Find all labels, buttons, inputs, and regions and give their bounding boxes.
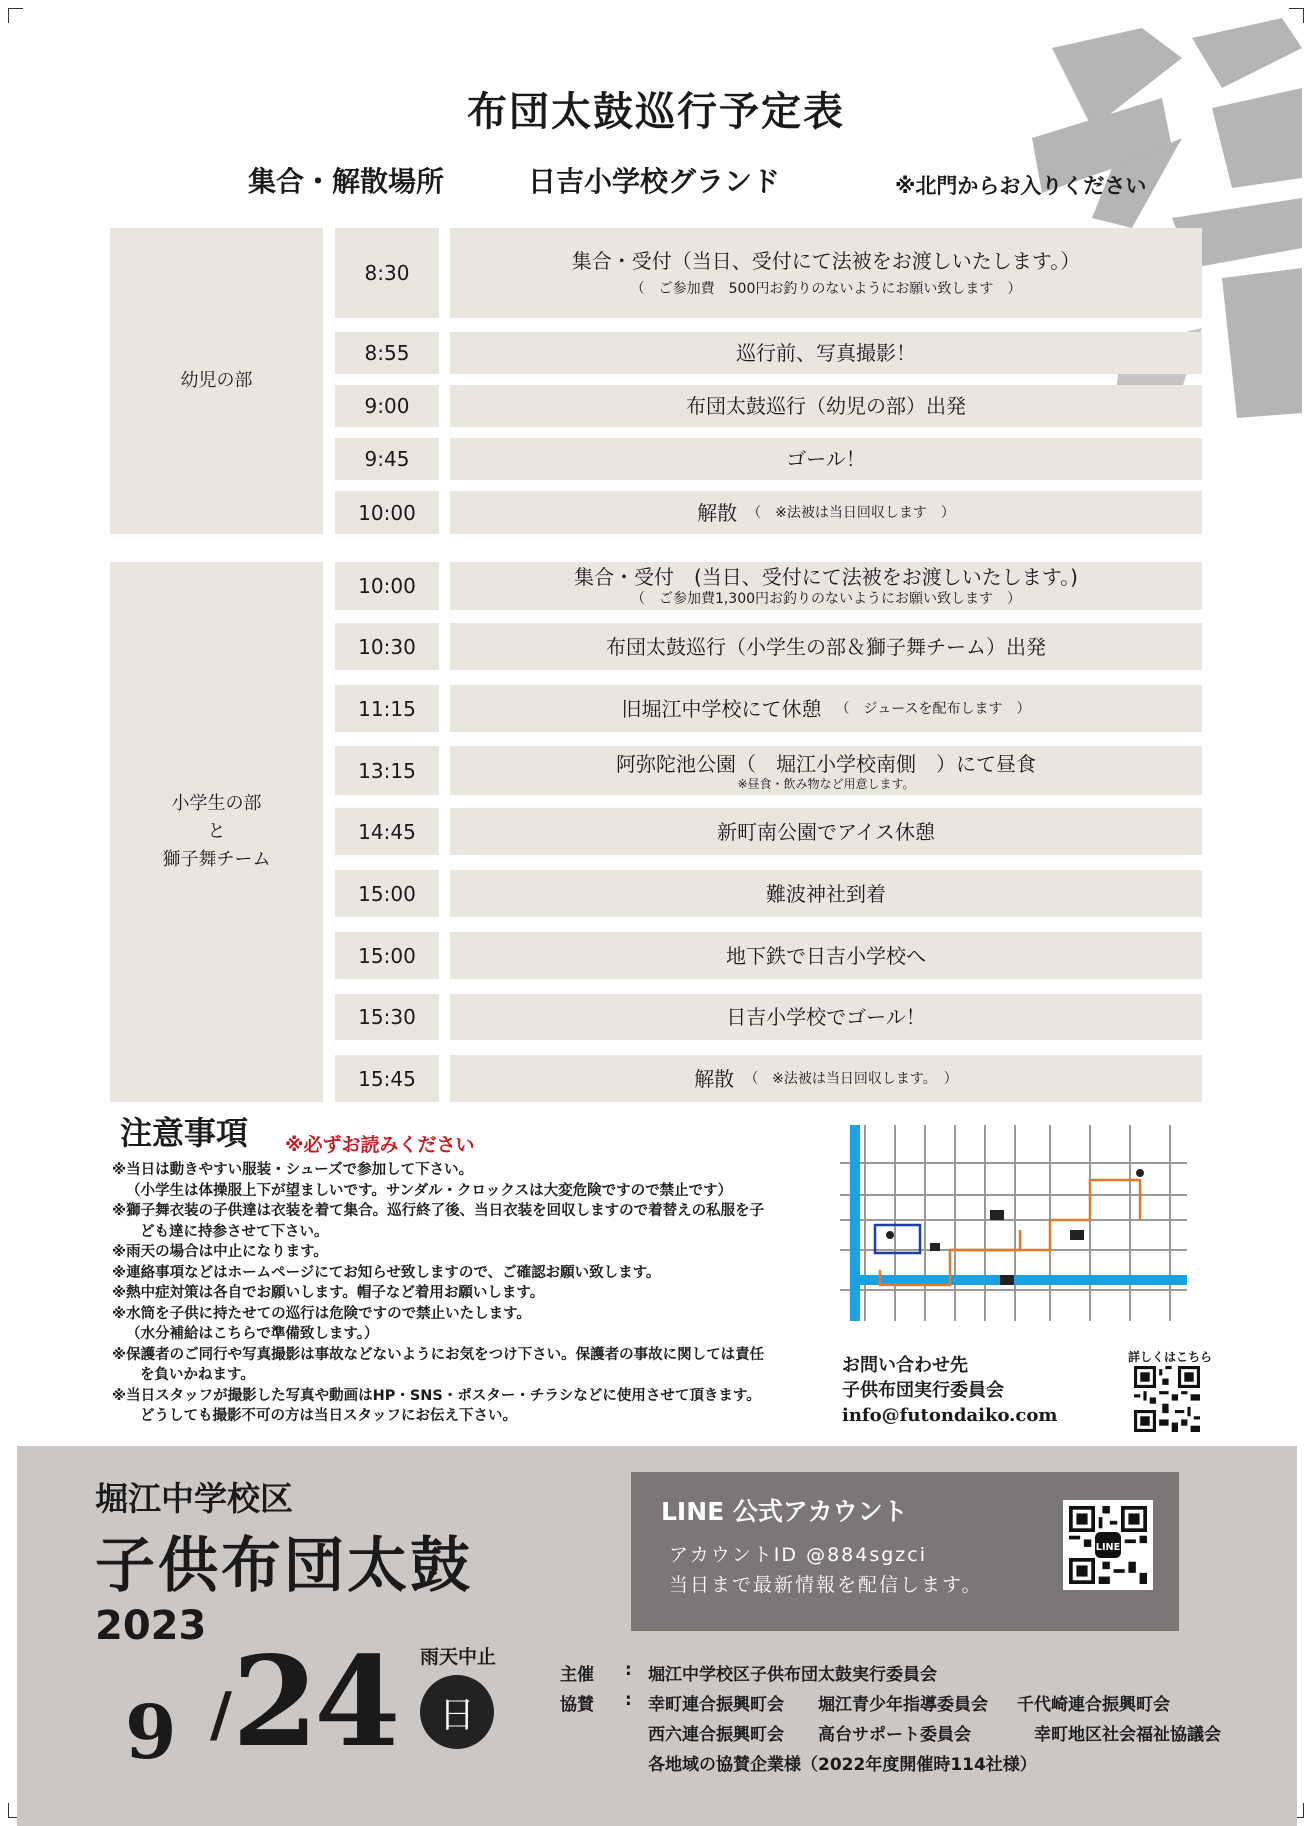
note-line: ども達に持参させて下さい。 [140,1223,329,1240]
event-cell [450,385,1202,427]
schedule-row [335,685,1202,732]
sponsor-item: 堀江青少年指導委員会 [818,1695,988,1715]
line-qr-graphic [1069,1506,1147,1584]
event-text: 地下鉄で日吉小学校へ [726,943,926,968]
event-subtext: （ ご参加費 500円お釣りのないようにお願い致します ） [630,281,1022,297]
rain-cancel-note: 雨天中止 [420,1646,497,1668]
time-cell: 8:30 [335,228,439,318]
school-district: 堀江中学校区 [95,1479,293,1518]
event-text: 阿弥陀池公園（ 堀江小学校南側 ）にて昼食 [616,751,1036,776]
line-title: LINE 公式アカウント [661,1497,908,1526]
schedule-row [335,746,1202,795]
notes-heading: 注意事項 [120,1114,249,1152]
event-cell [450,746,1202,795]
contact-org: 子供布団実行委員会 [842,1380,1004,1401]
event-text: 巡行前、写真撮影！ [736,341,916,365]
venue-note: ※北門からお入りください [895,174,1147,198]
note-line: ※当日は動きやすい服装・シューズで参加して下さい。 [112,1162,474,1178]
event-text: 旧堀江中学校にて休憩 [621,696,822,721]
event-subtext: ※昼食・飲み物など用意します。 [737,776,915,791]
event-cell [450,685,1202,732]
host-name: 堀江中学校区子供布団太鼓実行委員会 [648,1665,937,1685]
date-slash: / [210,1680,232,1750]
event-text: 難波神社到着 [766,881,886,906]
schedule-row [335,623,1202,670]
event-text: 解散 [694,1066,735,1091]
note-line: ※水筒を子供に持たせての巡行は危険ですので禁止いたします。 [112,1305,531,1322]
notes-list [112,1160,822,1427]
time-cell: 14:45 [335,808,439,855]
schedule-row [335,1055,1202,1102]
note-line: を負いかねます。 [140,1367,255,1383]
time-cell: 10:30 [335,623,439,670]
line-message: 当日まで最新情報を配信します。 [669,1574,983,1596]
event-cell [450,438,1202,480]
line-account-box [631,1472,1179,1631]
time-cell: 15:30 [335,994,439,1040]
note-line: （小学生は体操服上下が望ましいです。サンダル・クロックスは大変危険ですので禁止です） [126,1182,733,1199]
contact-label: お問い合わせ先 [842,1355,968,1376]
schedule-row [335,332,1202,374]
schedule-row [335,491,1202,534]
event-cell [450,1055,1202,1102]
note-line: どうしても撮影不可の方は当日スタッフにお伝え下さい。 [140,1408,517,1424]
event-day: 24 [232,1630,397,1775]
line-account-id: アカウントID @884sgzci [669,1544,928,1566]
event-cell [450,808,1202,855]
event-text: 布団太鼓巡行（小学生の部＆獅子舞チーム）出発 [606,634,1046,659]
schedule-row [335,932,1202,979]
weekday-badge: 日 [420,1675,494,1749]
sponsor-item: 幸町連合振興町会 [648,1695,784,1715]
time-cell: 11:15 [335,685,439,732]
venue-label: 集合・解散場所 [248,165,445,198]
group-label-preschool: 幼児の部 [110,228,323,534]
event-cell [450,332,1202,374]
note-line: ※当日スタッフが撮影した写真や動画はHP・SNS・ポスター・チラシなどに使用させて頂きます。 [112,1387,761,1404]
event-text: 布団太鼓巡行（幼児の部）出発 [686,394,966,418]
route-map [840,1125,1187,1321]
notes-subheading: ※必ずお読みください [285,1134,475,1156]
event-subtext: （ ご参加費1,300円お釣りのないようにお願い致します ） [630,591,1022,607]
schedule-row [335,438,1202,480]
sponsor-item: 各地域の協賛企業様（2022年度開催時114社様） [648,1755,1037,1775]
schedule-row [335,870,1202,917]
schedule-row [335,562,1202,610]
event-text: 日吉小学校でゴール！ [726,1005,926,1029]
time-cell: 10:00 [335,562,439,610]
line-badge-text: LINE [1095,1541,1121,1553]
event-text: ゴール！ [786,447,866,471]
time-cell: 9:00 [335,385,439,427]
host-colon: : [625,1660,632,1680]
venue-place: 日吉小学校グランド [528,165,781,198]
time-cell: 13:15 [335,746,439,795]
sponsor-colon: : [625,1690,632,1710]
event-subtext: （ ジュースを配布します ） [835,700,1031,717]
event-cell [450,491,1202,534]
qr-label: 詳しくはこちら [1128,1350,1213,1364]
event-text: 集合・受付（当日、受付にて法被をお渡しいたします。） [571,249,1081,273]
schedule-row [335,808,1202,855]
crop-mark [8,8,23,23]
event-cell [450,932,1202,979]
event-cell [450,994,1202,1040]
event-subtext: （ ※法被は当日回収します。 ） [744,1070,958,1087]
group-label-elementary: 小学生の部 と 獅子舞チーム [110,562,323,1102]
contact-email[interactable]: info@futondaiko.com [842,1405,1058,1426]
note-line: ※連絡事項などはホームページにてお知らせ致しますので、ご確認お願い致します。 [112,1264,661,1281]
website-qr-code[interactable] [1134,1366,1200,1432]
event-name: 子供布団太鼓 [95,1531,473,1601]
sponsor-label: 協賛 [560,1695,594,1715]
note-line: （水分補給はこちらで準備致します。） [126,1326,379,1342]
time-cell: 10:00 [335,491,439,534]
sponsor-item: 高台サポート委員会 [818,1725,971,1745]
event-text: 新町南公園でアイス休憩 [717,819,935,844]
note-line: ※雨天の場合は中止になります。 [112,1244,328,1260]
sponsor-item: 幸町地区社会福祉協議会 [1034,1725,1221,1745]
event-text: 集合・受付 (当日、受付にて法被をお渡しいたします。) [573,565,1078,589]
event-month: 9 [125,1690,177,1776]
event-cell [450,228,1202,318]
event-text: 解散 [697,500,738,525]
sponsor-item: 西六連合振興町会 [648,1725,784,1745]
event-year: 2023 [95,1603,207,1649]
note-line: ※獅子舞衣装の子供達は衣装を着て集合。巡行終了後、当日衣装を回収しますので着替えの私服を子 [112,1203,765,1219]
contact-block [842,1353,1057,1428]
time-cell: 8:55 [335,332,439,374]
page-title: 布団太鼓巡行予定表 [467,89,845,135]
schedule-row [335,228,1202,318]
event-cell [450,870,1202,917]
time-cell: 9:45 [335,438,439,480]
time-cell: 15:45 [335,1055,439,1102]
line-qr-code[interactable] [1063,1500,1153,1590]
sponsor-item: 千代崎連合振興町会 [1017,1695,1170,1715]
event-cell [450,562,1202,610]
time-cell: 15:00 [335,870,439,917]
time-cell: 15:00 [335,932,439,979]
note-line: ※保護者のご同行や写真撮影は事故などないようにお気をつけ下さい。保護者の事故に関しては責任 [112,1346,765,1363]
event-subtext: （ ※法被は当日回収します ） [747,504,955,521]
schedule-row [335,385,1202,427]
event-cell [450,623,1202,670]
host-label: 主催 [560,1665,594,1685]
note-line: ※熱中症対策は各自でお願いします。帽子など着用お願いします。 [112,1285,545,1301]
schedule-row [335,994,1202,1040]
